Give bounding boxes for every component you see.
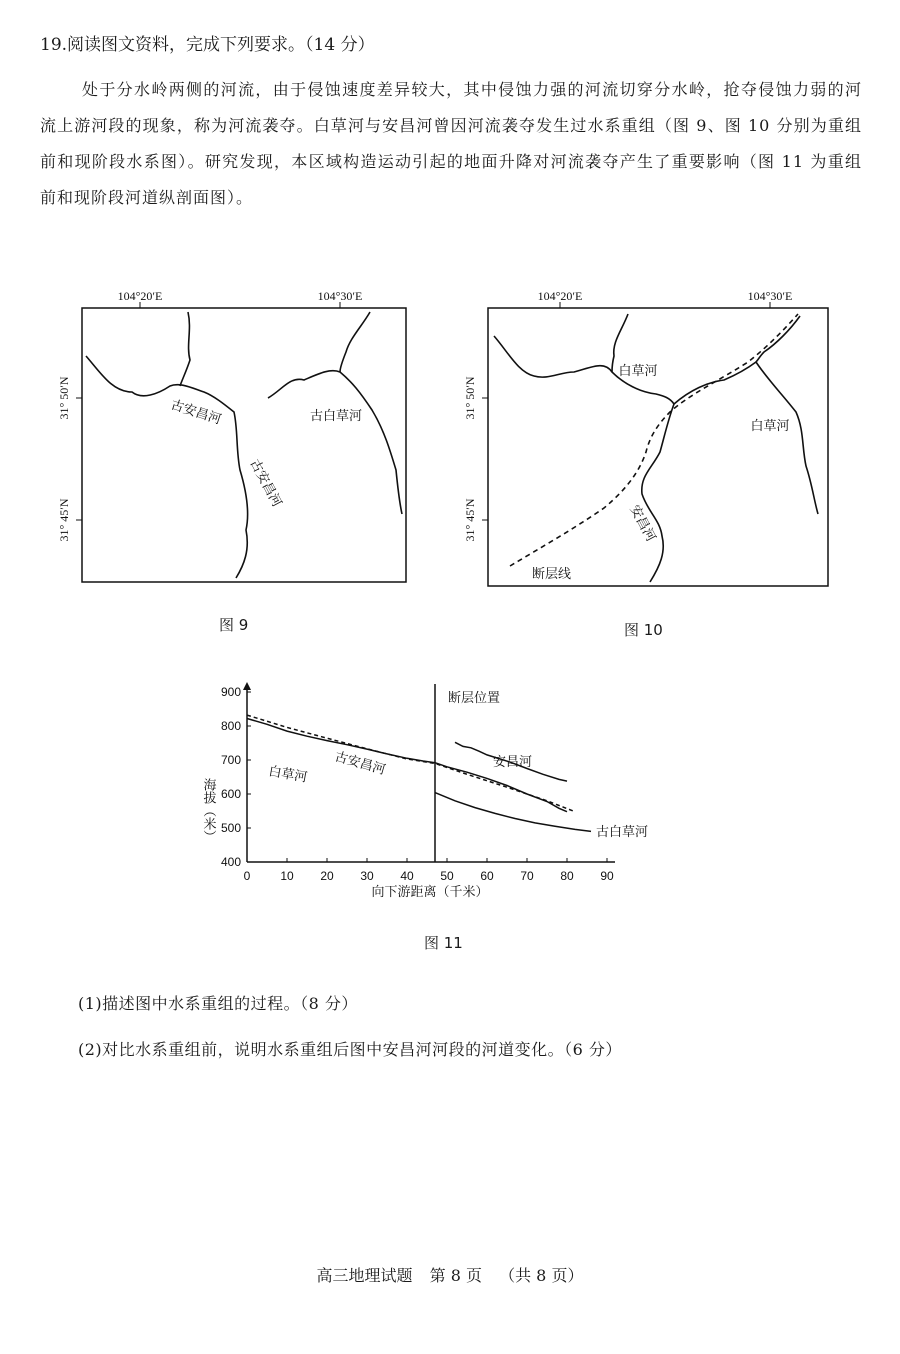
fig9-lon-label-1: 104°20′E	[117, 289, 163, 303]
fig10-label-anchang: 安昌河	[626, 502, 659, 545]
y-axis-arrow	[243, 682, 251, 690]
x-tick-label: 30	[360, 869, 374, 883]
y-tick-label: 900	[220, 685, 241, 699]
chart-fault-label: 断层位置	[448, 691, 501, 706]
sub-question-1: (1)描述图中水系重组的过程。（8 分）	[78, 994, 358, 1013]
y-tick-label: 700	[220, 753, 241, 767]
chart-xlabel: 向下游距离（千米）	[371, 885, 489, 900]
chart-label-baicao: 白草河	[267, 764, 309, 786]
fig10-lat-label-1: 31° 50′N	[463, 376, 477, 420]
fig9-lon-label-2: 104°30′E	[317, 289, 363, 303]
y-tick-label: 400	[220, 855, 241, 869]
fig10-lon-label-2: 104°30′E	[747, 289, 793, 303]
fig10-label-fault: 断层线	[532, 567, 572, 582]
page-footer	[0, 1263, 900, 1286]
series-line-4	[435, 793, 591, 832]
x-tick-label: 80	[560, 869, 574, 883]
fig9-lat-label-2: 31° 45′N	[57, 498, 71, 542]
footer-subject: 高三地理试题	[316, 1266, 413, 1285]
x-tick-label: 70	[520, 869, 534, 883]
fig10-lat-label-2: 31° 45′N	[463, 498, 477, 542]
question-header: 19.阅读图文资料，完成下列要求。（14 分）	[40, 35, 375, 55]
x-tick-label: 60	[480, 869, 494, 883]
x-tick-label: 10	[280, 869, 294, 883]
fig10-caption: 图 10	[624, 621, 663, 639]
x-tick-label: 50	[440, 869, 454, 883]
footer-page: 第 8 页	[429, 1266, 482, 1285]
fig10-label-baicao-upper: 白草河	[618, 364, 658, 379]
y-tick-label: 600	[220, 787, 241, 801]
x-tick-label: 20	[320, 869, 334, 883]
chart-axes	[221, 682, 615, 883]
fig9-label-ancient-anchang-upper: 古安昌河	[168, 397, 223, 428]
chart-label-ancient-baicao: 古白草河	[596, 825, 649, 840]
sub-question-2: (2)对比水系重组前，说明水系重组后图中安昌河河段的河道变化。（6 分）	[78, 1040, 622, 1059]
y-tick-label: 500	[220, 821, 241, 835]
fig9-caption: 图 9	[219, 616, 249, 634]
x-tick-label: 40	[400, 869, 414, 883]
y-tick-label: 800	[220, 719, 241, 733]
fig9-label-ancient-anchang-lower: 古安昌河	[246, 456, 285, 510]
fig9-lat-label-1: 31° 50′N	[57, 376, 71, 420]
x-tick-label: 0	[243, 869, 251, 883]
chart-label-ancient-anchang: 古安昌河	[332, 749, 388, 779]
chart-label-anchang: 安昌河	[493, 755, 533, 770]
fig10-lon-label-1: 104°20′E	[537, 289, 583, 303]
chart-ylabel: 海拔（米）	[200, 778, 216, 843]
fig10-label-baicao-lower: 白草河	[750, 419, 790, 434]
x-tick-label: 90	[600, 869, 614, 883]
fig11-caption: 图 11	[424, 934, 463, 952]
fig9-label-ancient-baicao: 古白草河	[309, 409, 363, 424]
question-paragraph: 处于分水岭两侧的河流，由于侵蚀速度差异较大，其中侵蚀力强的河流切穿分水岭，抢夺侵蚀力弱的河流上游河段的现象，称为河流袭夺。白草河与安昌河曾因河流袭夺发生过水系重组（图 9、图 10 分别为重组前和现阶段水系图）。研究发现，本区域构造运动引起的地面升降对河流袭夺产生了重要影响（图 11 为重组前和现阶段河道纵剖面图）。	[40, 80, 862, 207]
footer-total: （共 8 页）	[499, 1266, 584, 1285]
